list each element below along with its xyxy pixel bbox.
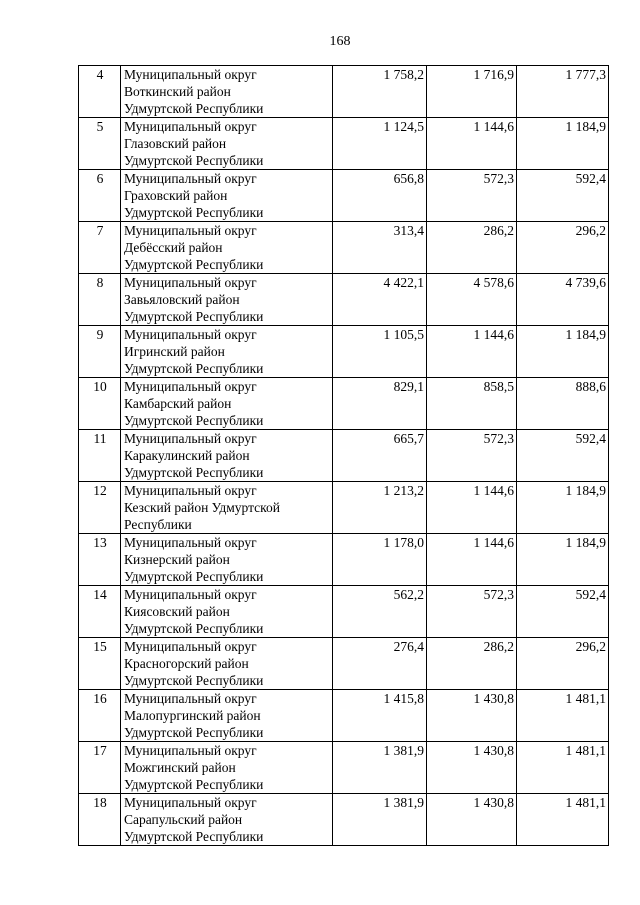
value-col-3: 592,4 [517,170,609,222]
value-col-1: 313,4 [333,222,427,274]
row-number: 5 [79,118,121,170]
value-col-2: 572,3 [427,430,517,482]
row-number: 12 [79,482,121,534]
table-row [79,742,609,794]
value-col-2: 572,3 [427,586,517,638]
value-col-3: 592,4 [517,586,609,638]
value-col-2: 1 144,6 [427,482,517,534]
value-col-3: 296,2 [517,222,609,274]
table-row [79,794,609,846]
table-row [79,586,609,638]
table-row [79,66,609,118]
table-row [79,638,609,690]
municipality-name: Муниципальный округ Киясовский район Удмуртской Республики [121,586,333,638]
row-number: 15 [79,638,121,690]
municipality-name: Муниципальный округ Кезский район Удмуртской Республики [121,482,333,534]
municipality-name: Муниципальный округ Игринский район Удмуртской Республики [121,326,333,378]
row-number: 18 [79,794,121,846]
municipality-name: Муниципальный округ Завьяловский район Удмуртской Республики [121,274,333,326]
value-col-1: 1 381,9 [333,794,427,846]
row-number: 13 [79,534,121,586]
value-col-2: 572,3 [427,170,517,222]
municipality-name: Муниципальный округ Каракулинский район Удмуртской Республики [121,430,333,482]
municipality-name: Муниципальный округ Камбарский район Удмуртской Республики [121,378,333,430]
value-col-2: 1 430,8 [427,794,517,846]
row-number: 11 [79,430,121,482]
value-col-2: 1 144,6 [427,326,517,378]
value-col-3: 1 184,9 [517,118,609,170]
row-number: 7 [79,222,121,274]
value-col-1: 276,4 [333,638,427,690]
value-col-1: 1 178,0 [333,534,427,586]
value-col-3: 4 739,6 [517,274,609,326]
value-col-3: 296,2 [517,638,609,690]
row-number: 14 [79,586,121,638]
table-body [79,66,609,846]
data-table [78,65,609,846]
value-col-2: 1 430,8 [427,742,517,794]
row-number: 6 [79,170,121,222]
table-row [79,482,609,534]
value-col-2: 4 578,6 [427,274,517,326]
table-row [79,274,609,326]
municipality-name: Муниципальный округ Красногорский район Удмуртской Республики [121,638,333,690]
value-col-3: 888,6 [517,378,609,430]
municipality-name: Муниципальный округ Малопургинский район Удмуртской Республики [121,690,333,742]
value-col-2: 1 716,9 [427,66,517,118]
value-col-2: 1 430,8 [427,690,517,742]
value-col-1: 665,7 [333,430,427,482]
row-number: 8 [79,274,121,326]
row-number: 10 [79,378,121,430]
value-col-1: 1 381,9 [333,742,427,794]
municipality-name: Муниципальный округ Дебёсский район Удмуртской Республики [121,222,333,274]
table-row [79,170,609,222]
municipality-name: Муниципальный округ Глазовский район Удмуртской Республики [121,118,333,170]
table-row [79,222,609,274]
row-number: 9 [79,326,121,378]
row-number: 17 [79,742,121,794]
value-col-1: 1 124,5 [333,118,427,170]
value-col-2: 286,2 [427,638,517,690]
table-row [79,430,609,482]
value-col-1: 4 422,1 [333,274,427,326]
municipality-name: Муниципальный округ Воткинский район Удмуртской Республики [121,66,333,118]
value-col-3: 592,4 [517,430,609,482]
table-row [79,326,609,378]
value-col-1: 1 758,2 [333,66,427,118]
value-col-3: 1 481,1 [517,794,609,846]
row-number: 16 [79,690,121,742]
value-col-2: 1 144,6 [427,118,517,170]
row-number: 4 [79,66,121,118]
value-col-3: 1 184,9 [517,326,609,378]
page-number: 168 [329,34,351,49]
value-col-2: 858,5 [427,378,517,430]
value-col-1: 829,1 [333,378,427,430]
table-row [79,534,609,586]
value-col-2: 286,2 [427,222,517,274]
municipality-name: Муниципальный округ Кизнерский район Удмуртской Республики [121,534,333,586]
value-col-1: 1 105,5 [333,326,427,378]
municipality-name: Муниципальный округ Граховский район Удмуртской Республики [121,170,333,222]
value-col-3: 1 481,1 [517,742,609,794]
municipality-name: Муниципальный округ Можгинский район Удмуртской Республики [121,742,333,794]
value-col-3: 1 777,3 [517,66,609,118]
value-col-1: 1 213,2 [333,482,427,534]
value-col-1: 562,2 [333,586,427,638]
value-col-3: 1 184,9 [517,534,609,586]
value-col-2: 1 144,6 [427,534,517,586]
table-row [79,690,609,742]
municipality-name: Муниципальный округ Сарапульский район Удмуртской Республики [121,794,333,846]
table-row [79,378,609,430]
value-col-1: 656,8 [333,170,427,222]
table-row [79,118,609,170]
value-col-1: 1 415,8 [333,690,427,742]
value-col-3: 1 184,9 [517,482,609,534]
value-col-3: 1 481,1 [517,690,609,742]
